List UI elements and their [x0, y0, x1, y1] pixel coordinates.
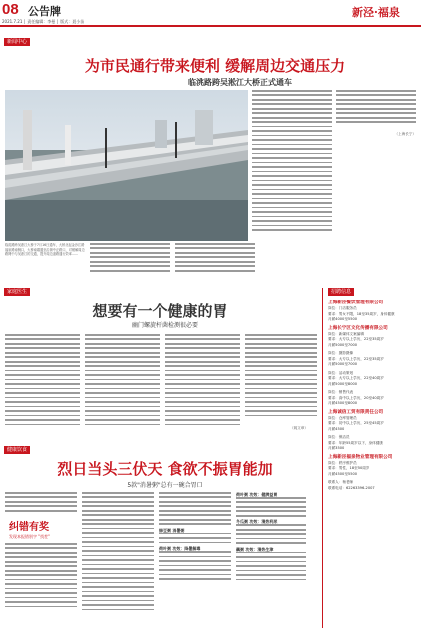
job-position: 岗位：活动策划 — [328, 370, 354, 375]
error-contest-box — [5, 518, 77, 618]
job-company: 上海诚信工贸有限责任公司 — [328, 409, 384, 415]
job-salary: 月薪5000至7000 — [328, 342, 358, 347]
job-requirement: 要求：大专以上学历，22至35周岁 — [328, 356, 384, 361]
job-requirement: 要求：高中以上学历，20至40周岁 — [328, 395, 384, 400]
job-entry — [328, 351, 418, 368]
jobs-column-rule — [322, 288, 323, 628]
health-headline: 想要有一个健康的胃 — [92, 302, 228, 320]
section-tag-food: 健康饮食 — [4, 446, 30, 454]
job-requirement: 要求：大专以上学历，22至40周岁 — [328, 376, 384, 380]
top-story-body-2 — [336, 90, 416, 241]
job-company: 上海新泾福泉物业管理有限公司 — [328, 454, 393, 460]
health-signature: （姚文章） — [290, 426, 308, 430]
job-entry — [328, 435, 418, 452]
top-headline: 为市民通行带来便利 缓解周边交通压力 — [84, 57, 346, 75]
bridge-illustration — [5, 90, 248, 241]
error-contest-sub: 发现本报错别字 "找茬" — [9, 534, 50, 539]
job-entry — [328, 410, 418, 433]
health-body-2 — [85, 334, 160, 434]
summer-body-2 — [159, 492, 231, 618]
job-entry — [328, 326, 418, 349]
health-subhead: 幽门螺旋杆菌检测很必要 — [131, 322, 198, 329]
error-contest-title: 纠错有奖 — [9, 522, 49, 533]
summer-intro — [5, 492, 77, 516]
job-requirement: 要求：初中以上学历，25至45周岁 — [328, 421, 384, 425]
issue-info: 2021.7.21 │ 责任编辑：李曼 │ 版式：聂小苗 — [2, 19, 85, 24]
job-salary: 月薪5000至7000 — [328, 362, 358, 366]
page-number: 08 — [2, 1, 19, 18]
section-title: 公告牌 — [28, 5, 61, 18]
recipe-heading-1: 绿豆粥 消暑粥 — [159, 527, 185, 533]
top-story-col — [90, 243, 170, 277]
recipe-heading-4: 冬瓜粥 功效：清热利尿 — [236, 519, 278, 525]
jobs-phone: 联系电话：62263396-2007 — [328, 485, 375, 490]
job-position: 岗位：销售代表 — [328, 390, 354, 394]
job-entry — [328, 390, 418, 407]
recipe-heading-5: 藕粥 功效：清热生津 — [236, 546, 274, 552]
job-entry — [328, 300, 418, 323]
bridge-photo — [5, 90, 248, 241]
masthead — [0, 0, 421, 27]
top-story-body — [252, 90, 332, 241]
top-story-note: （上海长宁） — [394, 132, 416, 136]
masthead-rule — [0, 25, 421, 27]
summer-body-3 — [236, 492, 306, 618]
job-requirement: 要求：男性，18至50周岁 — [328, 466, 370, 470]
job-entry — [328, 371, 418, 388]
health-body-3 — [165, 334, 240, 434]
top-story-col-2 — [175, 243, 255, 277]
jobs-contact: 联系人：杨老师 — [328, 480, 354, 484]
job-company: 上海新泾餐饮管理有限公司 — [328, 300, 384, 305]
health-body-1 — [5, 334, 80, 434]
job-salary: 月薪4000至5500 — [328, 317, 358, 321]
job-position: 岗位：秩序维护员 — [328, 460, 357, 465]
job-requirement: 要求：大专以上学历，22至35周岁 — [328, 337, 384, 341]
brand-logo: 新泾·福泉 — [352, 6, 400, 19]
job-position: 岗位：门店服务员 — [328, 306, 357, 310]
job-position: 岗位：仓库管理员 — [328, 415, 357, 420]
summer-headline: 烈日当头三伏天 食欲不振胃能加 — [57, 460, 273, 478]
job-salary: 月薪4500 — [328, 426, 345, 431]
job-position: 岗位：保洁员 — [328, 435, 350, 439]
section-tag-news: 新闻中心 — [4, 38, 30, 46]
section-tag-health: 家庭医生 — [4, 288, 30, 296]
job-position: 岗位：新媒体文案编辑 — [328, 331, 364, 336]
summer-body-1 — [82, 492, 154, 618]
health-body-4 — [245, 334, 317, 424]
job-company: 上海长宁区文化传播有限公司 — [328, 325, 388, 331]
job-salary: 月薪4500至8000 — [328, 401, 358, 405]
job-position: 岗位：摄影摄像 — [328, 351, 354, 355]
job-salary: 月薪5000至8000 — [328, 381, 358, 386]
summer-subhead: 5款"消暑粥"总有一碗合胃口 — [127, 482, 203, 489]
job-salary: 月薪3500 — [328, 446, 345, 450]
job-salary: 月薪4500至5500 — [328, 471, 358, 476]
recipe-heading-3: 荷叶粥 功效：健脾益胃 — [236, 492, 278, 497]
job-entry — [328, 455, 418, 478]
job-requirement: 要求：年龄55周岁以下，身体健康 — [328, 440, 383, 445]
job-requirement: 要求：男女不限，18至35周岁，身体健康 — [328, 311, 395, 316]
photo-caption: 临洮路跨吴淞江大桥于7月16日通车，大桥北起金沙江路福泉路南侧口，大桥南端通至沿街中正路口，对缓解周边路网中与吴淞江的交通，提升周边道路通行效率…… — [5, 243, 85, 257]
section-tag-jobs: 招聘信息 — [328, 288, 354, 296]
jobs-list — [328, 300, 418, 630]
top-subhead: 临洮路跨吴淞江大桥正式通车 — [188, 78, 292, 87]
recipe-heading-2: 荷叶粥 功效：降暑解毒 — [159, 546, 201, 552]
